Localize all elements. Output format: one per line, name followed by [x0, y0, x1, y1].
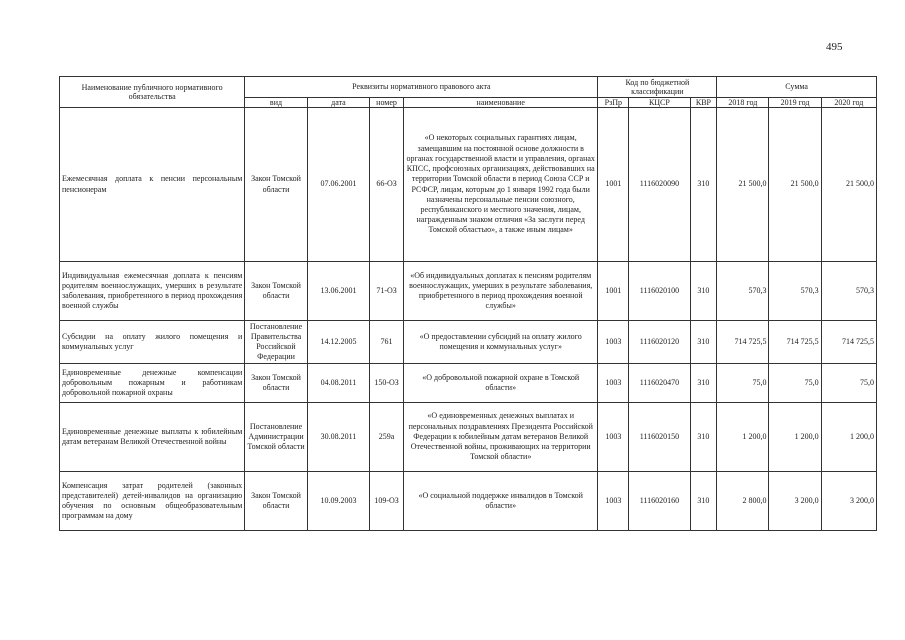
code-kcsr: 1116020090 [629, 108, 690, 262]
header-type: вид [245, 98, 307, 108]
code-kvr: 310 [690, 321, 717, 364]
sum-2020: 570,3 [821, 262, 876, 321]
sum-2019: 3 200,0 [769, 472, 821, 531]
header-sum: Сумма [717, 77, 877, 98]
code-rzpr: 1003 [598, 472, 629, 531]
code-rzpr: 1003 [598, 321, 629, 364]
act-title: «О добровольной пожарной охране в Томской области» [403, 364, 598, 403]
act-date: 07.06.2001 [307, 108, 369, 262]
act-number: 150-ОЗ [370, 364, 404, 403]
act-number: 66-ОЗ [370, 108, 404, 262]
act-date: 10.09.2003 [307, 472, 369, 531]
sum-2020: 1 200,0 [821, 403, 876, 472]
obligation-name: Компенсация затрат родителей (законных представителей) детей-инвалидов на организацию обучения по основным общеобразовательным программам на дому [60, 472, 245, 531]
code-rzpr: 1003 [598, 403, 629, 472]
act-type: Постановление Правительства Российской Федерации [245, 321, 307, 364]
act-type: Закон Томской области [245, 364, 307, 403]
sum-2019: 21 500,0 [769, 108, 821, 262]
header-rzpr: РзПр [598, 98, 629, 108]
header-kvr: КВР [690, 98, 717, 108]
header-kcsr: КЦСР [629, 98, 690, 108]
act-number: 71-ОЗ [370, 262, 404, 321]
header-2019: 2019 год [769, 98, 821, 108]
act-type: Закон Томской области [245, 108, 307, 262]
act-title: «Об индивидуальных доплатах к пенсиям родителям военнослужащих, умерших в результате заболевания, приобретенного в период прохождения военной службы» [403, 262, 598, 321]
code-rzpr: 1003 [598, 364, 629, 403]
header-date: дата [307, 98, 369, 108]
header-number: номер [370, 98, 404, 108]
act-title: «О социальной поддержке инвалидов в Томской области» [403, 472, 598, 531]
act-title: «О единовременных денежных выплатах и персональных поздравлениях Президента Российской Федерации к юбилейным датам ветеранов Великой Отечественной войны, проживающих на территории Томской области» [403, 403, 598, 472]
table-row [60, 403, 877, 472]
obligation-name: Ежемесячная доплата к пенсии персональным пенсионерам [60, 108, 245, 262]
code-kcsr: 1116020100 [629, 262, 690, 321]
header-budget-code: Код по бюджетной классификации [598, 77, 717, 98]
table-row [60, 262, 877, 321]
obligation-name: Субсидии на оплату жилого помещения и коммунальных услуг [60, 321, 245, 364]
code-kvr: 310 [690, 262, 717, 321]
table-row [60, 364, 877, 403]
sum-2018: 714 725,5 [717, 321, 769, 364]
code-kcsr: 1116020470 [629, 364, 690, 403]
sum-2019: 570,3 [769, 262, 821, 321]
budget-obligations-table [59, 76, 877, 531]
header-title: наименование [403, 98, 598, 108]
table-row [60, 472, 877, 531]
sum-2020: 21 500,0 [821, 108, 876, 262]
act-title: «О некоторых социальных гарантиях лицам, замещавшим на постоянной основе должности в органах государственной власти и управления, органах КПСС, профсоюзных организациях, действовавших на территории Томской области в период Союза ССР и РСФСР, лицам, которым до 1 января 1992 года были назначены персональные пенсии союзного, республиканского и местного значения, лицам, награжденным знаком отличия «За заслуги перед Томской областью», а также иным лицам» [403, 108, 598, 262]
act-date: 04.08.2011 [307, 364, 369, 403]
code-kcsr: 1116020160 [629, 472, 690, 531]
header-requisites: Реквизиты нормативного правового акта [245, 77, 598, 98]
sum-2020: 75,0 [821, 364, 876, 403]
header-2020: 2020 год [821, 98, 876, 108]
sum-2020: 3 200,0 [821, 472, 876, 531]
code-kvr: 310 [690, 472, 717, 531]
code-kvr: 310 [690, 403, 717, 472]
act-title: «О предоставлении субсидий на оплату жилого помещения и коммунальных услуг» [403, 321, 598, 364]
act-date: 13.06.2001 [307, 262, 369, 321]
code-rzpr: 1001 [598, 262, 629, 321]
header-2018: 2018 год [717, 98, 769, 108]
code-rzpr: 1001 [598, 108, 629, 262]
sum-2018: 2 800,0 [717, 472, 769, 531]
act-number: 761 [370, 321, 404, 364]
header-row-top [60, 77, 877, 98]
header-name: Наименование публичного нормативного обязательства [60, 77, 245, 108]
act-number: 259а [370, 403, 404, 472]
act-type: Закон Томской области [245, 472, 307, 531]
code-kcsr: 1116020150 [629, 403, 690, 472]
sum-2018: 21 500,0 [717, 108, 769, 262]
sum-2018: 1 200,0 [717, 403, 769, 472]
obligation-name: Индивидуальная ежемесячная доплата к пенсиям родителям военнослужащих, умерших в результате заболевания, приобретенного в период прохождения военной службы [60, 262, 245, 321]
table-row [60, 108, 877, 262]
sum-2019: 1 200,0 [769, 403, 821, 472]
code-kvr: 310 [690, 364, 717, 403]
sum-2019: 714 725,5 [769, 321, 821, 364]
code-kvr: 310 [690, 108, 717, 262]
page-number: 495 [826, 41, 843, 53]
table-row [60, 321, 877, 364]
obligation-name: Единовременные денежные выплаты к юбилейным датам ветеранам Великой Отечественной войны [60, 403, 245, 472]
sum-2018: 75,0 [717, 364, 769, 403]
obligation-name: Единовременные денежные компенсации добровольным пожарным и работникам добровольной пожарной охраны [60, 364, 245, 403]
sum-2019: 75,0 [769, 364, 821, 403]
sum-2020: 714 725,5 [821, 321, 876, 364]
act-type: Постановление Администрации Томской области [245, 403, 307, 472]
code-kcsr: 1116020120 [629, 321, 690, 364]
act-number: 109-ОЗ [370, 472, 404, 531]
sum-2018: 570,3 [717, 262, 769, 321]
act-date: 30.08.2011 [307, 403, 369, 472]
act-date: 14.12.2005 [307, 321, 369, 364]
act-type: Закон Томской области [245, 262, 307, 321]
